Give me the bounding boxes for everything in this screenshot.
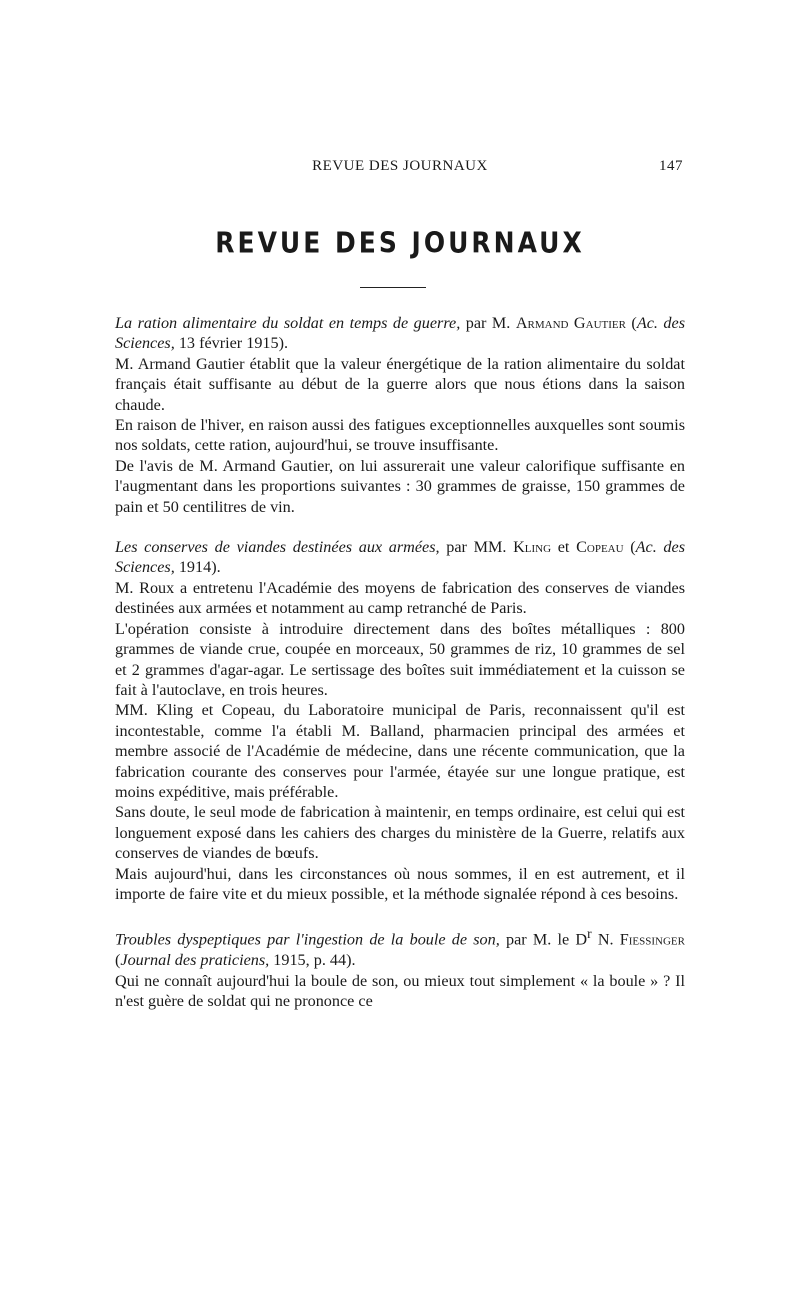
section-title: REVUE DES JOURNAUX (215, 225, 585, 260)
title-divider (360, 287, 426, 288)
article-heading (115, 924, 685, 970)
article-byline-superscript: r (587, 926, 592, 942)
article-byline: par M. le D (499, 930, 588, 949)
running-head-title: REVUE DES JOURNAUX (312, 158, 488, 174)
article-author: Kling (513, 538, 552, 557)
article-byline: par M. (460, 314, 516, 332)
paragraph: MM. Kling et Copeau, du Laboratoire municipal de Paris, reconnaissent qu'il est incontestable, comme l'a établi M. Balland, pharmacien principal des armées et membre associé de l'Académie de médecine, dans une récente communication, que la fabrication courante des conserves pour l'armée, étayée sur une longue pratique, est moins expéditive, mais préférable. (115, 701, 685, 801)
paragraph: L'opération consiste à introduire directement dans des boîtes métalliques : 800 grammes de viande crue, coupée en morceaux, 50 grammes de riz, 10 grammes de sel et 2 grammes d'agar-agar. Le sertissage des boîtes suit immédiatement et la cuisson se fait à l'autoclave, en trois heures. (115, 619, 685, 699)
article-author: Armand Gautier (515, 314, 626, 332)
article-title: Les conserves de viandes destinées aux armées, (115, 538, 440, 557)
paragraph: En raison de l'hiver, en raison aussi des fatigues exceptionnelles auxquelles sont soumis nos soldats, cette ration, aujourd'hui, se trouve insuffisante. (115, 416, 685, 455)
article-author: N. Fiessinger (591, 930, 685, 949)
article-source-date: 1914). (174, 558, 221, 577)
article-list (115, 313, 685, 1011)
article-ration-alimentaire (115, 313, 685, 517)
article-title: Troubles dyspeptiques par l'ingestion de la boule de son, (115, 930, 500, 949)
article-source-open: ( (625, 314, 637, 332)
article-heading (115, 313, 685, 354)
article-source: Ac. des Sciences, (115, 314, 686, 353)
article-source: Journal des praticiens, (120, 951, 270, 970)
article-source-date: 1915, p. 44). (269, 951, 356, 970)
paragraph: Sans doute, le seul mode de fabrication à maintenir, en temps ordinaire, est celui qui est longuement exposé dans les cahiers des charges du ministère de la Guerre, relatifs aux conserves de viandes de bœufs. (115, 803, 685, 863)
paragraph: De l'avis de M. Armand Gautier, on lui assurerait une valeur calorifique suffisante en l'augmentant dans les proportions suivantes : 30 grammes de graisse, 150 grammes de pain et 50 centilitres de vin. (115, 456, 685, 516)
page-number: 147 (659, 158, 683, 174)
article-title: La ration alimentaire du soldat en temps de guerre, (115, 314, 461, 332)
paragraph: Qui ne connaît aujourd'hui la boule de son, ou mieux tout simplement « la boule » ? Il n'est guère de soldat qui ne prononce ce (115, 971, 685, 1010)
article-heading (115, 537, 685, 578)
article-source-open: ( (623, 538, 636, 557)
article-byline: par MM. (439, 538, 514, 557)
article-troubles-dyspeptiques (115, 924, 685, 1011)
running-head (115, 158, 685, 180)
article-author-2: Copeau (576, 538, 624, 557)
paragraph: M. Roux a entretenu l'Académie des moyens de fabrication des conserves de viandes destinées aux armées et notamment au camp retranché de Paris. (115, 578, 685, 618)
paragraph: M. Armand Gautier établit que la valeur énergétique de la ration alimentaire du soldat français était suffisante au début de la guerre alors que nous étions dans la saison chaude. (115, 354, 685, 414)
article-source-date: 13 février 1915). (174, 334, 289, 353)
article-conserves-viandes (115, 537, 685, 904)
article-source-open: ( (115, 951, 121, 970)
article-author-joiner: et (551, 538, 577, 557)
paragraph: Mais aujourd'hui, dans les circonstances où nous sommes, il en est autrement, et il importe de faire vite et du mieux possible, et la méthode signalée répond à ces besoins. (115, 864, 685, 903)
article-source: Ac. des Sciences, (115, 538, 685, 577)
